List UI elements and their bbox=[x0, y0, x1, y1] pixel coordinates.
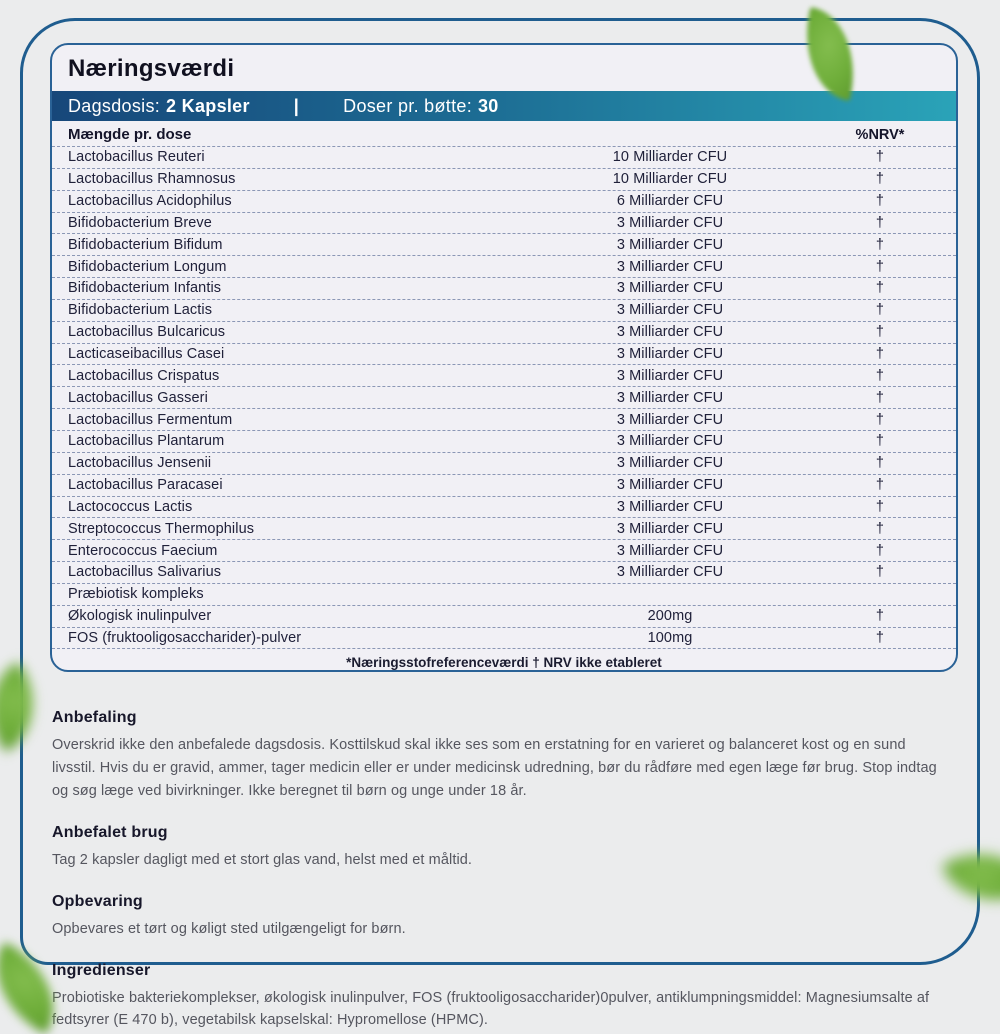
section-body: Opbevares et tørt og køligt sted utilgængeligt for børn. bbox=[52, 920, 406, 937]
daily-dose-label: Dagsdosis: bbox=[68, 95, 161, 116]
ingredient-amount: 3 Milliarder CFU bbox=[616, 214, 724, 231]
ingredient-name: Lactococcus Lactis bbox=[68, 498, 193, 515]
ingredient-nrv: † bbox=[875, 433, 885, 450]
table-row bbox=[52, 365, 956, 387]
table-row bbox=[52, 322, 956, 344]
ingredient-nrv: † bbox=[875, 149, 885, 166]
ingredient-nrv: † bbox=[875, 302, 885, 319]
info-section bbox=[52, 962, 950, 1033]
ingredient-name: Bifidobacterium Longum bbox=[68, 258, 227, 275]
ingredient-name: Lactobacillus Plantarum bbox=[68, 433, 225, 450]
table-row bbox=[52, 453, 956, 475]
section-heading: Ingredienser bbox=[52, 961, 151, 979]
ingredient-name: Streptococcus Thermophilus bbox=[68, 520, 255, 537]
table-row bbox=[52, 300, 956, 322]
ingredient-name: Bifidobacterium Breve bbox=[68, 214, 212, 231]
ingredient-nrv: † bbox=[875, 280, 885, 297]
ingredient-amount: 10 Milliarder CFU bbox=[612, 149, 728, 166]
ingredient-name: Bifidobacterium Infantis bbox=[68, 280, 222, 297]
table-row bbox=[52, 562, 956, 584]
ingredient-nrv: † bbox=[875, 520, 885, 537]
ingredient-name: Bifidobacterium Bifidum bbox=[68, 236, 223, 253]
ingredient-nrv: † bbox=[875, 411, 885, 428]
ingredient-name: Lactobacillus Rhamnosus bbox=[68, 171, 236, 188]
ingredient-amount: 3 Milliarder CFU bbox=[616, 258, 724, 275]
ingredient-amount: 3 Milliarder CFU bbox=[616, 280, 724, 297]
ingredient-nrv: † bbox=[875, 455, 885, 472]
ingredient-name: Økologisk inulinpulver bbox=[68, 608, 212, 625]
info-section bbox=[52, 824, 950, 872]
amount-per-dose-header: Mængde pr. dose bbox=[68, 126, 192, 143]
nrv-footnote: *Næringsstofreferenceværdi † NRV ikke etableret bbox=[346, 655, 662, 671]
card-title: Næringsværdi bbox=[68, 55, 235, 82]
table-row bbox=[52, 256, 956, 278]
nrv-header: %NRV* bbox=[855, 127, 905, 143]
table-body bbox=[52, 147, 956, 649]
dose-info-bar bbox=[52, 91, 956, 121]
ingredient-nrv: † bbox=[875, 477, 885, 494]
ingredient-amount: 100mg bbox=[647, 629, 693, 646]
ingredient-nrv: † bbox=[875, 629, 885, 646]
table-row bbox=[52, 431, 956, 453]
table-row bbox=[52, 540, 956, 562]
section-body: Tag 2 kapsler dagligt med et stort glas vand, helst med et måltid. bbox=[52, 851, 473, 868]
section-heading: Anbefalet brug bbox=[52, 823, 168, 841]
ingredient-amount: 3 Milliarder CFU bbox=[616, 346, 724, 363]
ingredient-nrv: † bbox=[875, 367, 885, 384]
ingredient-amount: 3 Milliarder CFU bbox=[616, 411, 724, 428]
ingredient-nrv: † bbox=[875, 236, 885, 253]
section-heading: Anbefaling bbox=[52, 709, 137, 726]
ingredient-amount: 3 Milliarder CFU bbox=[616, 302, 724, 319]
ingredient-amount: 3 Milliarder CFU bbox=[616, 324, 724, 341]
table-row bbox=[52, 213, 956, 235]
info-sections bbox=[52, 688, 950, 1032]
daily-dose-value: 2 Kapsler bbox=[166, 95, 250, 116]
ingredient-amount: 3 Milliarder CFU bbox=[616, 433, 724, 450]
ingredient-amount: 3 Milliarder CFU bbox=[616, 367, 724, 384]
ingredient-nrv: † bbox=[875, 346, 885, 363]
ingredient-nrv: † bbox=[875, 193, 885, 210]
ingredient-name: Lactobacillus Bulcaricus bbox=[68, 324, 226, 341]
ingredient-nrv: † bbox=[875, 564, 885, 581]
ingredient-name: Bifidobacterium Lactis bbox=[68, 302, 213, 319]
ingredient-amount: 200mg bbox=[647, 608, 693, 625]
ingredient-name: FOS (fruktooligosaccharider)-pulver bbox=[68, 629, 302, 646]
ingredient-amount: 6 Milliarder CFU bbox=[616, 193, 724, 210]
table-row bbox=[52, 278, 956, 300]
table-row bbox=[52, 191, 956, 213]
ingredient-amount: 3 Milliarder CFU bbox=[616, 520, 724, 537]
ingredient-nrv: † bbox=[875, 608, 885, 625]
table-row bbox=[52, 584, 956, 606]
ingredient-nrv: † bbox=[875, 324, 885, 341]
ingredient-amount: 3 Milliarder CFU bbox=[616, 477, 724, 494]
ingredient-name: Lactobacillus Salivarius bbox=[68, 564, 222, 581]
section-body: Overskrid ikke den anbefalede dagsdosis. Kosttilskud skal ikke ses som en erstatning for en varieret og balanceret kost og en sund livsstil. Hvis du er gravid, ammer, tager medicin eller er under medicinsk udredning, bør du rådføre med egen læge før brug. Stop indtag og søg læge ved bivirkninger. Ikke beregnet til børn og unge under 18 år. bbox=[52, 737, 937, 799]
ingredient-amount: 3 Milliarder CFU bbox=[616, 236, 724, 253]
ingredient-name: Lactobacillus Fermentum bbox=[68, 411, 233, 428]
ingredient-amount: 3 Milliarder CFU bbox=[616, 498, 724, 515]
ingredient-amount: 3 Milliarder CFU bbox=[616, 389, 724, 406]
ingredient-amount: 3 Milliarder CFU bbox=[616, 542, 724, 559]
doses-per-jar-value: 30 bbox=[478, 95, 499, 116]
table-row bbox=[52, 387, 956, 409]
table-row bbox=[52, 234, 956, 256]
ingredient-name: Lactobacillus Crispatus bbox=[68, 367, 220, 384]
table-row bbox=[52, 497, 956, 519]
table-row bbox=[52, 628, 956, 650]
ingredient-amount: 10 Milliarder CFU bbox=[612, 171, 728, 188]
table-row bbox=[52, 147, 956, 169]
section-body: Probiotiske bakteriekomplekser, økologisk inulinpulver, FOS (fruktooligosaccharider)0pulver, antiklumpningsmiddel: Magnesiumsalte af fedtsyrer (E 470 b), vegetabilsk kapselskal: Hypromellose (HPMC). bbox=[52, 989, 930, 1029]
ingredient-name: Lactobacillus Acidophilus bbox=[68, 193, 232, 210]
ingredient-name: Lacticaseibacillus Casei bbox=[68, 346, 225, 363]
info-section bbox=[52, 893, 950, 941]
nutrition-facts-card bbox=[50, 43, 958, 672]
ingredient-nrv: † bbox=[875, 389, 885, 406]
ingredient-nrv: † bbox=[875, 214, 885, 231]
ingredient-name: Lactobacillus Reuteri bbox=[68, 149, 205, 166]
table-row bbox=[52, 344, 956, 366]
doses-per-jar-label: Doser pr. bøtte: bbox=[343, 95, 472, 116]
ingredient-nrv: † bbox=[875, 171, 885, 188]
dose-bar-separator: | bbox=[293, 95, 300, 116]
table-row bbox=[52, 606, 956, 628]
ingredient-amount: 3 Milliarder CFU bbox=[616, 455, 724, 472]
ingredient-nrv: † bbox=[875, 258, 885, 275]
ingredient-nrv: † bbox=[875, 498, 885, 515]
table-row bbox=[52, 518, 956, 540]
table-row bbox=[52, 169, 956, 191]
ingredient-name: Lactobacillus Gasseri bbox=[68, 389, 208, 406]
ingredient-name: Lactobacillus Jensenii bbox=[68, 455, 212, 472]
ingredient-amount: 3 Milliarder CFU bbox=[616, 564, 724, 581]
ingredient-nrv: † bbox=[875, 542, 885, 559]
nutrition-table bbox=[52, 121, 956, 672]
info-section bbox=[52, 709, 950, 803]
section-heading: Opbevaring bbox=[52, 892, 143, 910]
ingredient-name: Enterococcus Faecium bbox=[68, 542, 218, 559]
ingredient-name: Lactobacillus Paracasei bbox=[68, 477, 223, 494]
table-row bbox=[52, 409, 956, 431]
table-header-row bbox=[52, 121, 956, 147]
ingredient-name: Præbiotisk kompleks bbox=[68, 586, 204, 603]
table-row bbox=[52, 475, 956, 497]
